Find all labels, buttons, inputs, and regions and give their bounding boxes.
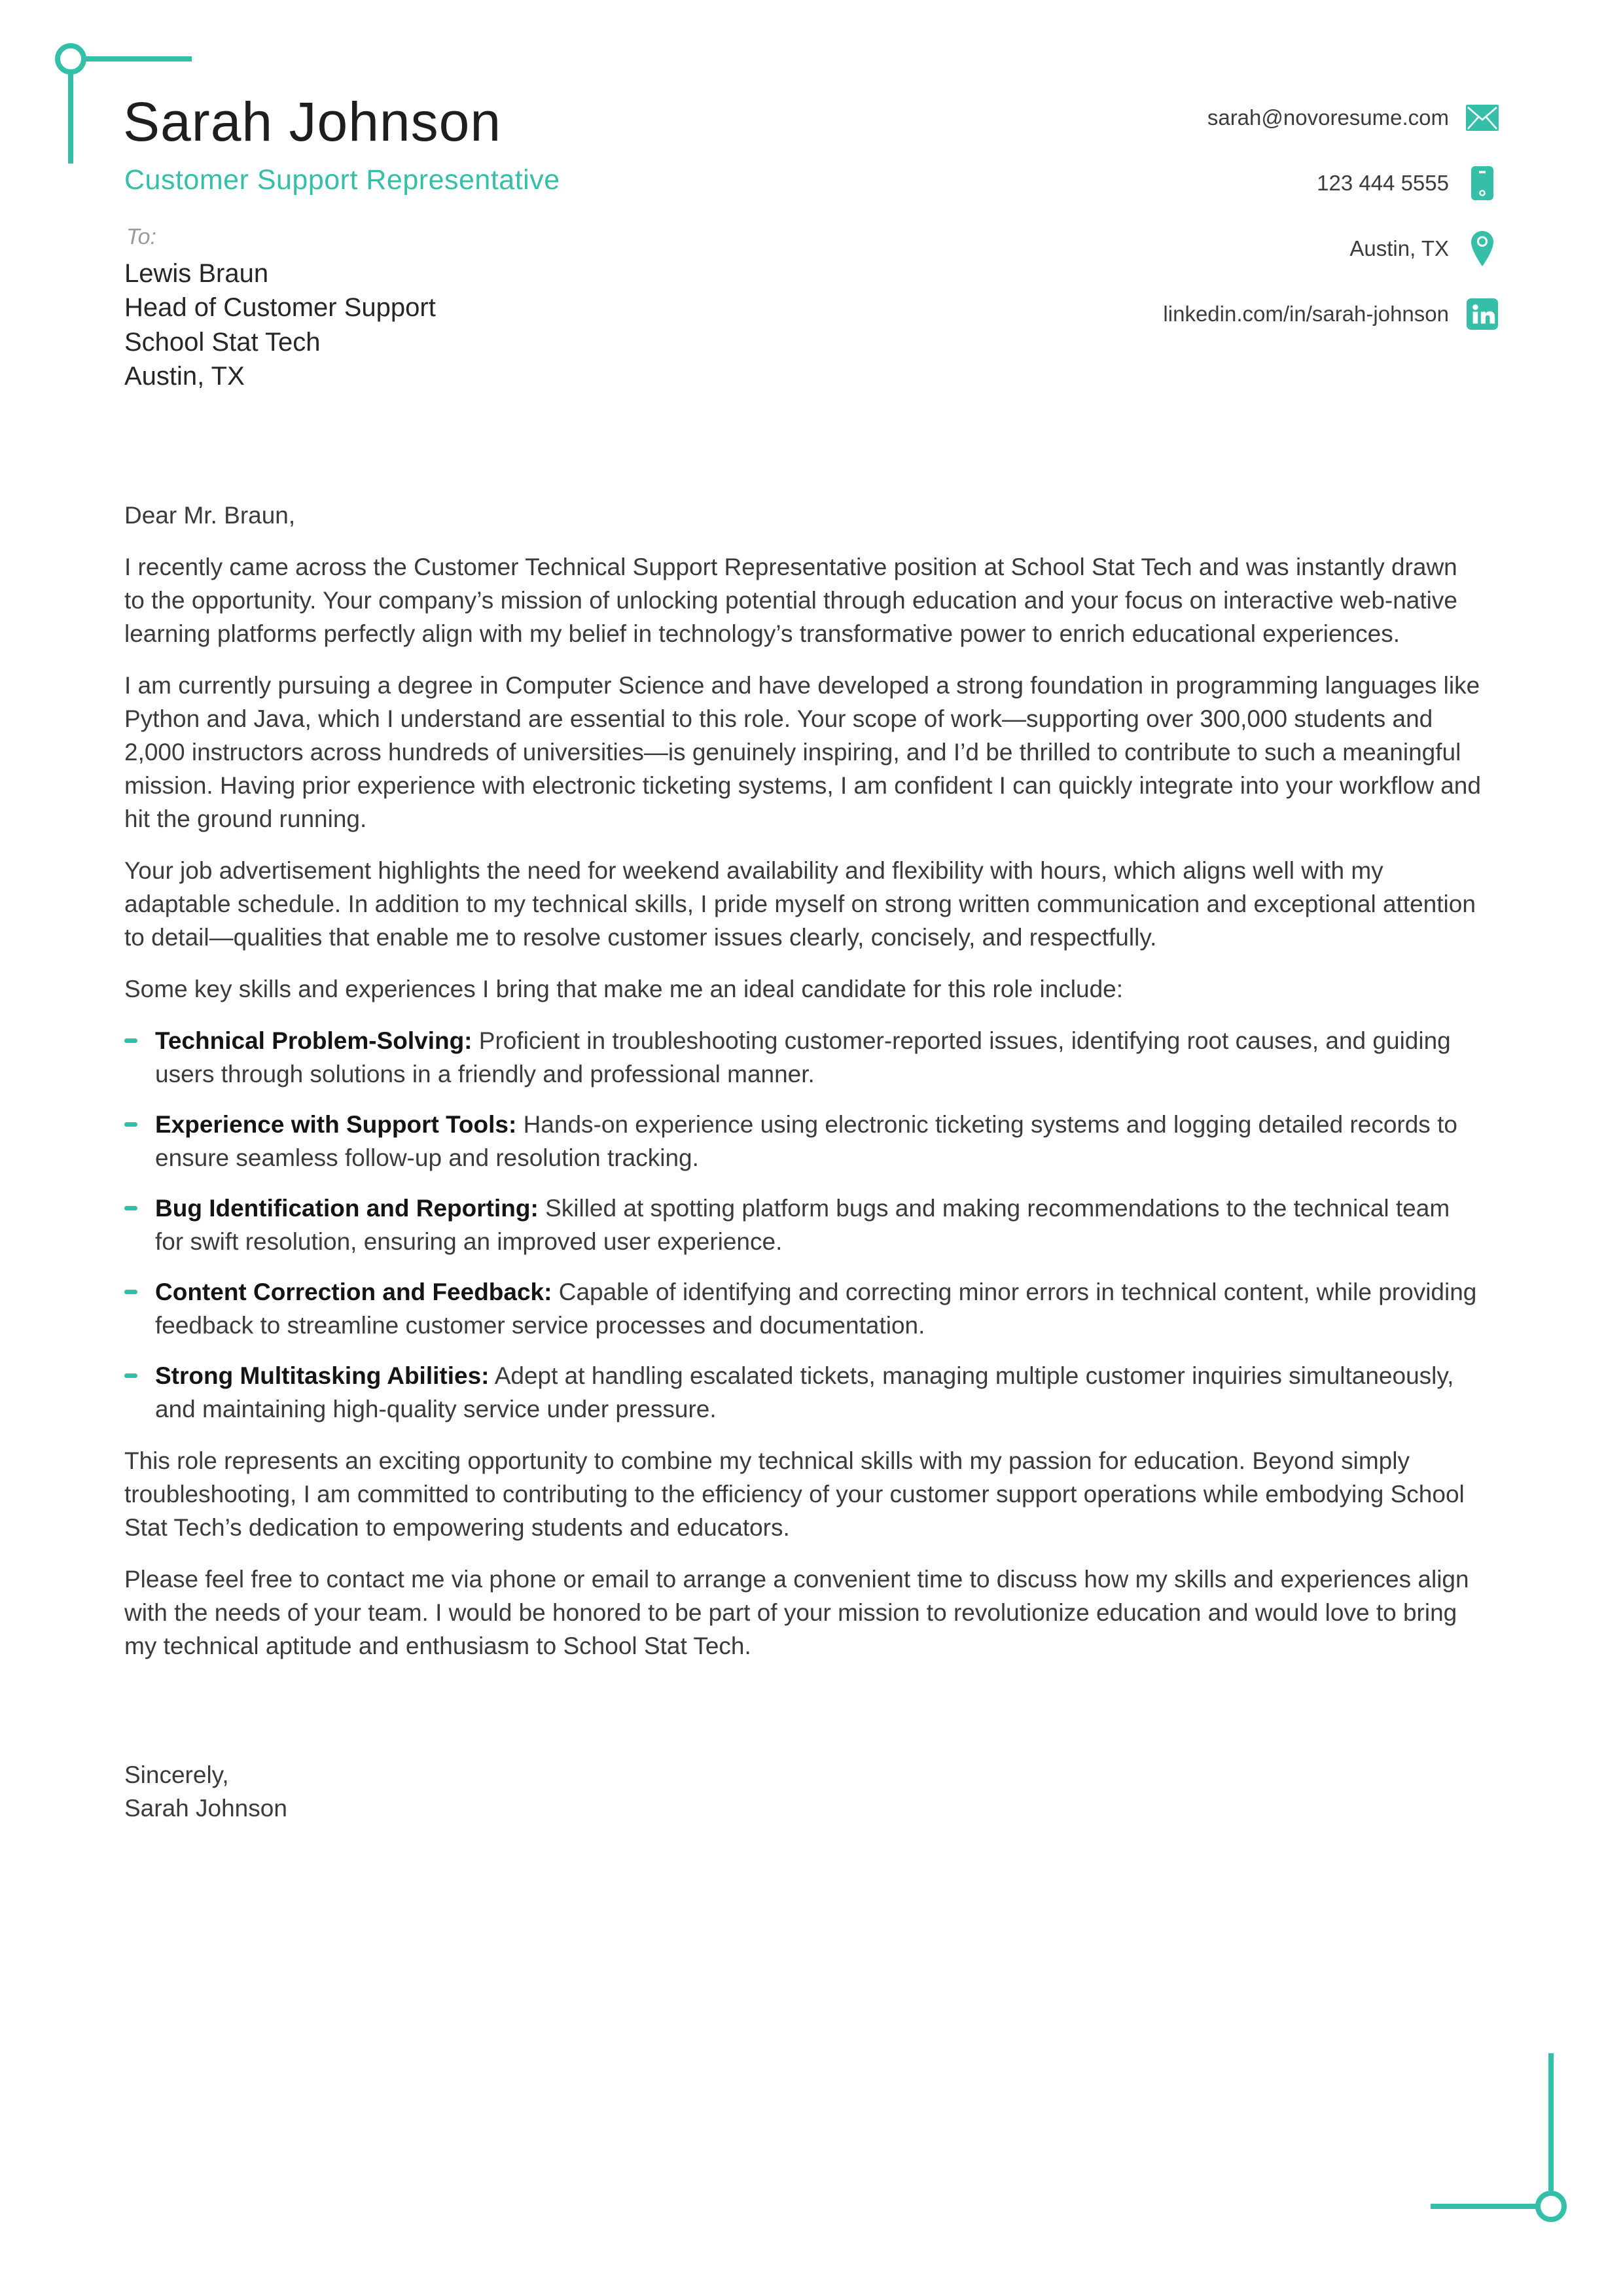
signoff: Sincerely, [124, 1761, 229, 1788]
decor-vline-bottom-right [1548, 2053, 1554, 2191]
decor-hline-bottom-right [1431, 2204, 1537, 2209]
recipient-company: School Stat Tech [124, 327, 321, 357]
job-title: Customer Support Representative [124, 164, 560, 196]
recipient-to-label: To: [126, 224, 157, 249]
bullet-title: Strong Multitasking Abilities: [155, 1362, 490, 1389]
bullet-dash-icon [124, 1122, 137, 1127]
bullet-title: Content Correction and Feedback: [155, 1279, 552, 1305]
contact-row-linkedin [1163, 298, 1499, 330]
salutation: Dear Mr. Braun, [124, 502, 296, 529]
contact-row-location [1349, 232, 1499, 265]
bullet-text: Skilled at spotting platform bugs and making recommendations to the technical team for swift resolution, ensuring an improved user experience. [155, 1195, 1450, 1255]
location-value: Austin, TX [1349, 236, 1449, 260]
phone-icon [1466, 167, 1499, 200]
bullet-text: Adept at handling escalated tickets, managing multiple customer inquiries simultaneously, and maintaining high-quality service under pressure. [155, 1362, 1454, 1422]
paragraph: Please feel free to contact me via phone or email to arrange a convenient time to discuss how my skills and experiences align with the needs of your team. I would be honored to be part of your mission to revolutionize education and would love to bring my technical aptitude and enthusiasm to School Stat Tech. [124, 1566, 1469, 1659]
bullet-title: Experience with Support Tools: [155, 1111, 517, 1138]
paragraph: Your job advertisement highlights the need for weekend availability and flexibility with hours, which aligns well with my adaptable schedule. In addition to my technical skills, I pride myself on strong written communication and exceptional attention to detail—qualities that enable me to resolve customer issues clearly, concisely, and respectfully. [124, 857, 1476, 951]
bullet-text: Capable of identifying and correcting minor errors in technical content, while providing feedback to streamline customer service processes and documentation. [155, 1279, 1477, 1339]
signature: Sarah Johnson [124, 1795, 287, 1822]
email-icon [1466, 101, 1499, 134]
contact-row-phone [1317, 167, 1499, 200]
list-item [124, 1108, 1482, 1174]
location-icon [1466, 232, 1499, 265]
paragraph: I am currently pursuing a degree in Computer Science and have developed a strong foundation in programming languages like Python and Java, which I understand are essential to this role. Your scope of work—supporting over 300,000 students and 2,000 instructors across hundreds of universities—is genuinely inspiring, and I’d be thrilled to contribute to such a meaningful mission. Having prior experience with electronic ticketing systems, I am confident I can quickly integrate into your workflow and hit the ground running. [124, 672, 1481, 832]
phone-value: 123 444 5555 [1317, 171, 1449, 195]
recipient-block [124, 256, 436, 394]
list-item [124, 1275, 1482, 1342]
decor-hline-top-left [85, 56, 192, 62]
bullet-title: Technical Problem-Solving: [155, 1027, 473, 1054]
bullet-dash-icon [124, 1290, 137, 1294]
linkedin-icon [1466, 298, 1499, 330]
recipient-name: Lewis Braun [124, 259, 269, 288]
decor-circle-top-left [55, 43, 86, 75]
letter-body [124, 499, 1482, 1825]
paragraph: I recently came across the Customer Technical Support Representative position at School Stat Tech and was instantly drawn to the opportunity. Your company’s mission of unlocking potential through education and your focus on interactive web-native learning platforms perfectly align with my belief in technology’s transformative power to enrich educational experiences. [124, 554, 1457, 647]
bullet-dash-icon [124, 1038, 137, 1043]
email-value: sarah@novoresume.com [1207, 105, 1449, 130]
list-item [124, 1024, 1482, 1091]
skills-list [124, 1024, 1482, 1426]
decor-vline-top-left [68, 73, 73, 164]
decor-circle-bottom-right [1535, 2191, 1567, 2222]
paragraph: This role represents an exciting opportunity to combine my technical skills with my passion for education. Beyond simply troubleshooting, I am committed to contributing to the efficiency of your customer support operations while embodying School Stat Tech’s dedication to empowering students and educators. [124, 1447, 1465, 1541]
bullet-dash-icon [124, 1373, 137, 1378]
contact-row-email [1207, 101, 1499, 134]
bullet-title: Bug Identification and Reporting: [155, 1195, 539, 1222]
list-item [124, 1359, 1482, 1426]
skills-intro: Some key skills and experiences I bring that make me an ideal candidate for this role include: [124, 976, 1124, 1002]
bullet-dash-icon [124, 1206, 137, 1210]
recipient-role: Head of Customer Support [124, 293, 436, 323]
signoff-block [124, 1758, 1482, 1825]
candidate-name: Sarah Johnson [123, 91, 502, 152]
linkedin-value: linkedin.com/in/sarah-johnson [1163, 302, 1449, 326]
contact-block [1163, 101, 1499, 363]
bullet-text: Hands-on experience using electronic ticketing systems and logging detailed records to ensure seamless follow-up and resolution tracking. [155, 1111, 1457, 1171]
recipient-city: Austin, TX [124, 362, 245, 391]
bullet-text: Proficient in troubleshooting customer-reported issues, identifying root causes, and guiding users through solutions in a friendly and professional manner. [155, 1027, 1451, 1087]
list-item [124, 1192, 1482, 1258]
